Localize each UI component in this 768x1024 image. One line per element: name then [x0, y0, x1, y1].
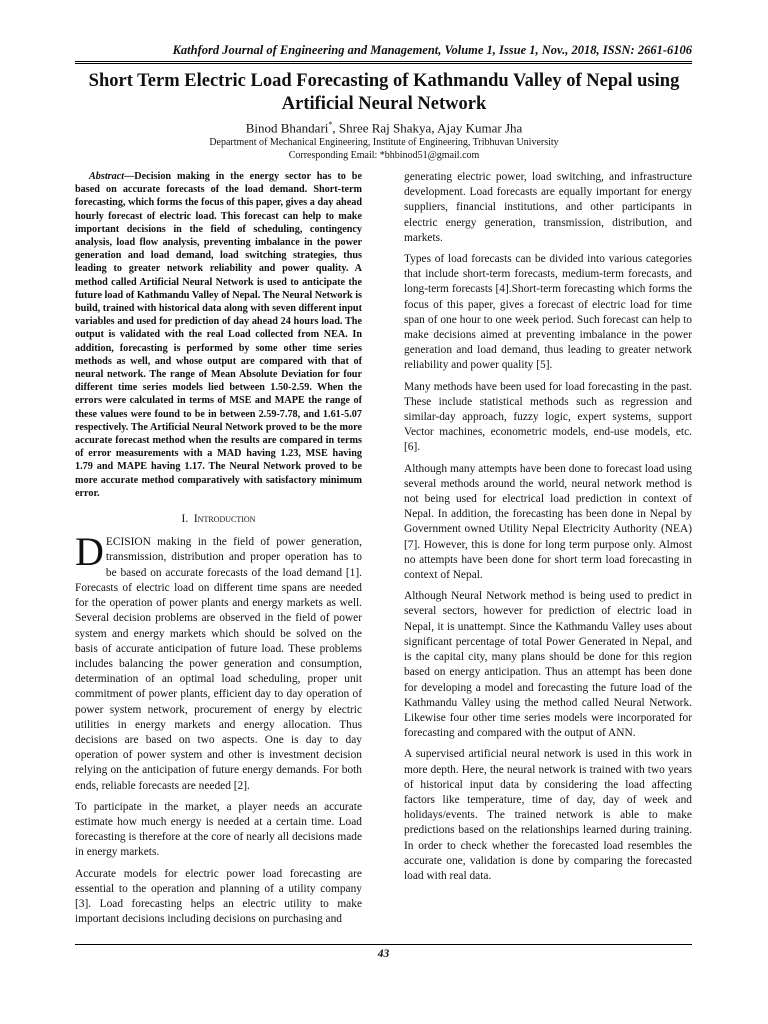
- corresponding-email: Corresponding Email: *bhbinod51@gmail.com: [288, 150, 480, 161]
- section-title: Introduction: [193, 513, 256, 526]
- author-list: [60, 116, 708, 136]
- corresponding-mark: *: [328, 120, 333, 129]
- abstract: [75, 170, 362, 500]
- affiliation: Department of Mechanical Engineering, Institute of Engineering, Tribhuvan University: [209, 137, 559, 148]
- other-authors: , Shree Raj Shakya, Ajay Kumar Jha: [332, 120, 523, 136]
- abstract-label: Abstract: [89, 171, 125, 182]
- right-paragraph-1: generating electric power, load switching, and infrastructure development. Load forecasts are equally important for energy suppliers, financial institutions, and other participants in electric energy generation, transmission, distribution, and markets.: [404, 171, 692, 244]
- right-column: [404, 170, 692, 890]
- left-column: [75, 170, 362, 933]
- right-paragraph-6: A supervised artificial neural network is used in this work in more depth. Here, the neural network is trained with two years of historical input data by considering the load affecting factors like temperature, time of day, day of week and holidays/events. The trained network is able to make predictions based on the relationships learned during training. In order to check whether the forecasted load resembles the accurate one, validation is done by comparing the forecasted load with real data.: [404, 748, 692, 882]
- abstract-text: —Decision making in the energy sector has to be based on accurate forecasts of the load demand. Short-term forecasting, which forms the focus of this paper, gives a day ahead hourly forecast of electric load. This forecast can help to make important decisions in the field of scheduling, contingency analysis, load flow analysis, preventing imbalance in the power generation and load demand, load switching strategies, thus leading to greater network reliability and power quality. A method called Artificial Neural Network is used to anticipate the future load of Kathmandu Valley of Nepal. The Neural Network is build, trained with historical data along with seven different input variables and used for prediction of day ahead 24 hours load. The output is validated with the real Load collected from NEA. In addition, forecasting is performed by some other time series methods as well, and whose output are compared with that of neural network. The range of Mean Absolute Deviation for four different time series models lied between 1.50-2.59. When the errors were calculated in terms of MSE and MAPE the range of these values were found to be in between 2.59-7.78, and 1.61-5.07 respectively. The Artificial Neural Network proved to be the more accurate forecast method when the results are compared in terms of error measurements with a MAD having 1.23, MSE having 1.79 and MAPE having 1.17. The Neural Network proved to be more accurate method comparatively with satisfactory minimum error.: [75, 171, 362, 499]
- intro-paragraph-1-text: ECISION making in the field of power generation, transmission, distribution and proper operation has to be based on accurate forecasts of the load demand [1]. Forecasts of electric load on different time spans are needed for the operation of power plants and energy markets as well. Several decision problems are observed in the field of power system and energy markets which should be solved on the basis of accurate anticipation of future load. These problems includes balancing the power generation and consumption, determination of an optimal load scheduling, proper unit commitment of power plants, efficient day to day operation of power system network, procurement of energy by electric utilities in energy markets and energy allocation. Thus decisions are based on two aspects. One is day to day operation of power system and other is investment decision relying on the anticipation of future energy demands. For both ends, reliable forecasts are needed [2].: [75, 536, 362, 792]
- header-rule-top: [75, 61, 692, 62]
- first-author: Binod Bhandari: [245, 120, 329, 136]
- right-paragraph-5: Although Neural Network method is being used to predict in several sectors, however for prediction of electric load in Nepal, it is unattempt. Since the Kathmandu Valley uses about significant percentage of total Power Generated in Nepal, and is the capital city, many plans should be done for this region based on energy anticipation. Thus an attempt has been done for developing a model and forecasting the future load of the Kathmandu Valley using the method called Neural Network. Likewise four other time series models were incorporated for forecasting and compared with the output of ANN.: [404, 590, 692, 740]
- page-number: 43: [377, 948, 390, 960]
- drop-cap: D: [75, 529, 104, 575]
- paper-title: Short Term Electric Load Forecasting of Kathmandu Valley of Nepal using Artificial Neural Network: [88, 71, 680, 114]
- right-paragraph-2: Types of load forecasts can be divided into various categories that include short-term forecasts, medium-term forecasts, and long-term forecasts [4].Short-term forecasting which forms the focus of this paper, gives a forecast of electric load for time span of one hour to one week period. Such forecast can help to make decisions aimed at preventing imbalance in the power generation and load demand, thus leading to greater network reliability and power quality [5].: [404, 253, 692, 372]
- intro-paragraph-2: To participate in the market, a player needs an accurate estimate how much energy is needed at a certain time. Load forecasting is therefore at the core of nearly all decisions made in energy markets.: [75, 800, 362, 859]
- section-number: I.: [181, 513, 189, 526]
- header-rule-bottom: [75, 63, 692, 64]
- section-heading-introduction: [75, 512, 362, 527]
- intro-paragraph-1: [75, 529, 362, 793]
- intro-paragraph-3: Accurate models for electric power load forecasting are essential to the operation and planning of a utility company [3]. Load forecasting helps an electric utility to make important decisions including decisions on purchasing and: [75, 867, 362, 926]
- journal-header: Kathford Journal of Engineering and Management, Volume 1, Issue 1, Nov., 2018, ISSN: 2661-6106: [172, 43, 692, 57]
- affiliation-block: [60, 136, 708, 162]
- right-paragraph-4: Although many attempts have been done to forecast load using several methods around the world, neural network method is not being used for electrical load prediction in context of Nepal. In addition, the forecasting has been done in Nepal by Government owned Utility Nepal Electricity Authority (NEA) [7]. However, this is done for long term purpose only. Almost no attempts have been done for short term load forecasting in context of Nepal.: [404, 462, 692, 582]
- right-paragraph-3: Many methods have been used for load forecasting in the past. These include statistical methods such as regression and similar-day approach, fuzzy logic, expert systems, support Vector machines, econometric models, end-use models, etc. [6].: [404, 380, 692, 454]
- footer-rule: [75, 944, 692, 945]
